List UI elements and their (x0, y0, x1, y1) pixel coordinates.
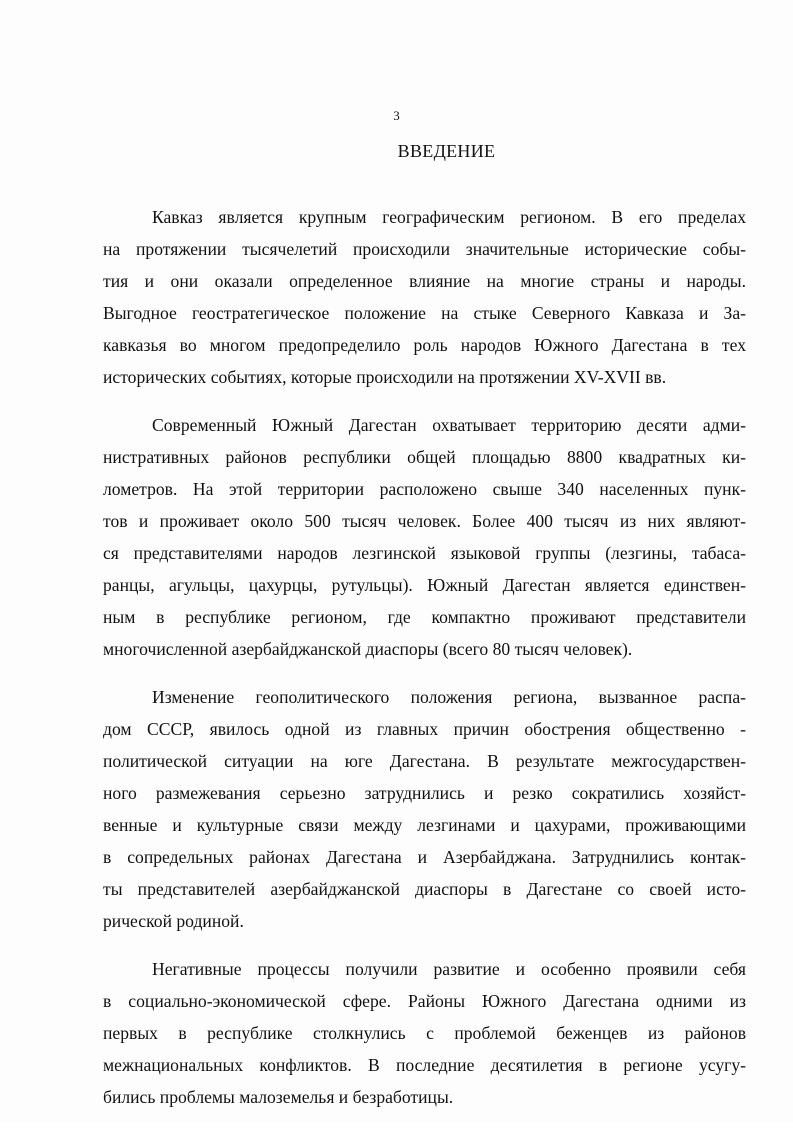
page-number: 3 (393, 108, 400, 123)
text-line: первых в республике столкнулись с проблемой беженцев из районов (103, 1023, 746, 1043)
text-line: межнациональных конфликтов. В последние десятилетия в регионе усугу- (103, 1055, 746, 1075)
text-line: ты представителей азербайджанской диаспоры в Дагестане со своей исто- (103, 879, 746, 899)
text-line: кавказья во многом предопределило роль народов Южного Дагестана в тех (103, 335, 746, 355)
text-line: в сопредельных районах Дагестана и Азербайджана. Затруднились контак- (103, 847, 746, 867)
text-line: Выгодное геостратегическое положение на стыке Северного Кавказа и За- (103, 303, 746, 323)
body-text (103, 201, 746, 1129)
text-line: ного размежевания серьезно затруднились и резко сократились хозяйст- (103, 783, 746, 803)
text-line: Изменение геополитического положения региона, вызванное распа- (152, 687, 746, 707)
text-line: ным в республике регионом, где компактно проживают представители (103, 607, 746, 627)
paragraph-1 (103, 201, 746, 393)
text-line: тия и они оказали определенное влияние на многие страны и народы. (103, 271, 746, 291)
paragraph-2 (103, 409, 746, 665)
text-line: в социально-экономической сфере. Районы Южного Дагестана одними из (103, 991, 746, 1011)
text-line: Современный Южный Дагестан охватывает территорию десяти адми- (152, 415, 746, 435)
text-line: ранцы, агульцы, цахурцы, рутульцы). Южный Дагестан является единствен- (103, 575, 746, 595)
text-line: исторических событиях, которые происходили на протяжении XV-XVII вв. (103, 367, 667, 387)
text-line: венные и культурные связи между лезгинами и цахурами, проживающими (103, 815, 746, 835)
text-line: на протяжении тысячелетий происходили значительные исторические собы- (103, 239, 746, 259)
text-line: нистративных районов республики общей площадью 8800 квадратных ки- (103, 447, 746, 467)
text-line: лометров. На этой территории расположено свыше 340 населенных пунк- (103, 479, 746, 499)
text-line: тов и проживает около 500 тысяч человек. Более 400 тысяч из них являют- (103, 511, 746, 531)
paragraph-4 (103, 953, 746, 1113)
paragraph-3 (103, 681, 746, 937)
text-line: ся представителями народов лезгинской языковой группы (лезгины, табаса- (103, 543, 746, 563)
text-line: политической ситуации на юге Дагестана. В результате межгосударствен- (103, 751, 746, 771)
text-line: Негативные процессы получили развитие и особенно проявили себя (152, 959, 746, 979)
text-line: рической родиной. (103, 911, 244, 931)
section-title: ВВЕДЕНИЕ (397, 141, 496, 161)
text-line: бились проблемы малоземелья и безработицы. (103, 1087, 454, 1107)
text-line: Кавказ является крупным географическим регионом. В его пределах (152, 207, 746, 227)
text-line: дом СССР, явилось одной из главных причин обострения общественно - (103, 719, 746, 739)
text-line: многочисленной азербайджанской диаспоры (всего 80 тысяч человек). (103, 639, 633, 659)
